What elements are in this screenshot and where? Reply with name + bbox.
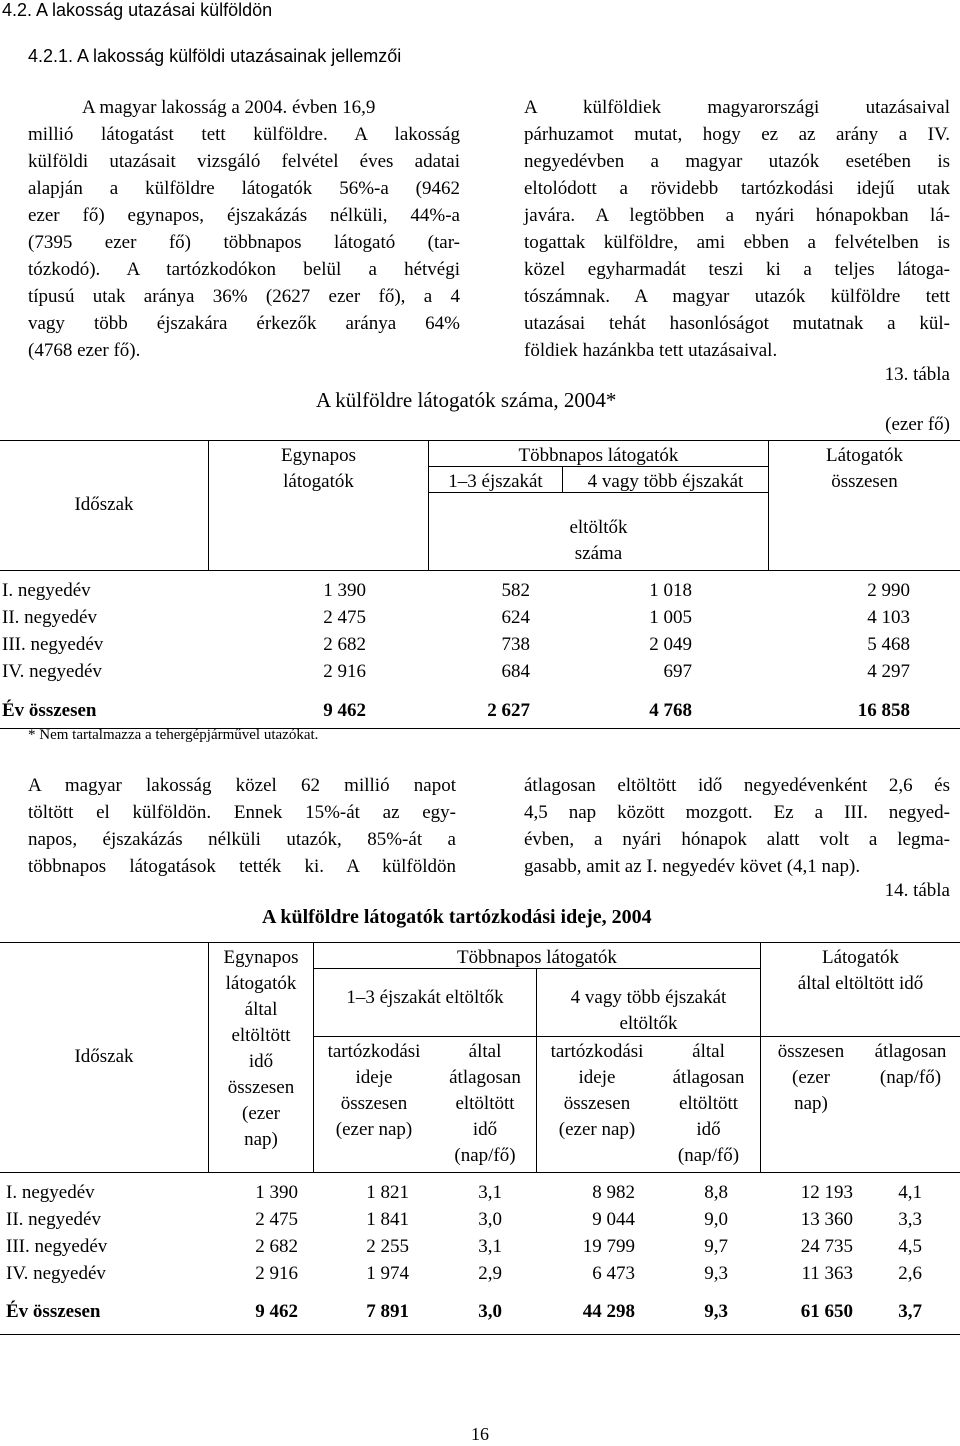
text-line: típusú utak aránya 36% (2627 ezer fő), a 4 [28, 286, 460, 307]
text-line: átlagosan eltöltött idő negyedévenként 2,6 és [524, 775, 950, 796]
cell: 582 [501, 580, 530, 601]
text-line: közel egyharmadát teszi ki a teljes látoga- [524, 259, 950, 280]
table14-top-rule [0, 942, 960, 943]
cell: 11 363 [801, 1263, 853, 1284]
table13-header-bottom-rule [0, 570, 960, 571]
cell: 2 916 [323, 661, 366, 682]
table14-header-avg-total: átlagosan (nap/fő) [874, 1041, 947, 1088]
text-line: párhuzamot mutat, hogy ez az arány a IV. [524, 124, 950, 145]
cell: 19 799 [582, 1236, 635, 1257]
cell: 61 650 [800, 1301, 853, 1322]
cell: 9,3 [704, 1263, 728, 1284]
table13-number: 13. tábla [884, 364, 950, 385]
table-row [0, 661, 960, 688]
mid-left-paragraph [28, 772, 456, 880]
cell: 8 982 [592, 1182, 635, 1203]
cell: 3,0 [478, 1301, 502, 1322]
cell: 2 682 [255, 1236, 298, 1257]
cell: 6 473 [592, 1263, 635, 1284]
table14-header-4plus-nights: 4 vagy több éjszakát eltöltők [570, 987, 727, 1034]
cell: 624 [501, 607, 530, 628]
cell: 3,3 [898, 1209, 922, 1230]
text-line: (7395 ezer fő) többnapos látogató (tar- [28, 232, 460, 253]
text-line: évben, a nyári hónapok alatt volt a legma- [524, 829, 950, 850]
table14-header-stay-total: tartózkodási ideje összesen (ezer nap) [327, 1041, 421, 1140]
table14-header-avg: által átlagosan eltöltött idő (nap/fő) [672, 1041, 745, 1166]
text-line: gasabb, amit az I. negyedév követ (4,1 nap). [524, 856, 861, 877]
cell: 2 990 [867, 580, 910, 601]
cell: 2,6 [898, 1263, 922, 1284]
text-line: eltolódott a rövidebb tartózkodási idejű utak [524, 178, 950, 199]
cell: 9,3 [704, 1301, 728, 1322]
text-line: vagy több éjszakára érkezők aránya 64% [28, 313, 460, 334]
text-line: napos, éjszakázás nélküli utazók, 85%-át a [28, 829, 456, 850]
table13-header-multiday: Többnapos látogatók [518, 445, 679, 466]
cell: 4 768 [649, 700, 692, 721]
table-row [0, 1236, 960, 1263]
table13-top-rule [0, 440, 960, 441]
table14-bottom-rule [0, 1334, 960, 1335]
intro-left-paragraph [28, 94, 460, 364]
subsection-heading: 4.2.1. A lakosság külföldi utazásainak jellemzői [28, 46, 402, 66]
cell: 3,1 [478, 1236, 502, 1257]
cell: 1 974 [366, 1263, 409, 1284]
text-line: ezer fő) egynapos, éjszakázás nélküli, 44%-a [28, 205, 460, 226]
table-row [0, 1209, 960, 1236]
table13-header-oneday: Egynapos látogatók [281, 445, 356, 492]
table-total-row [0, 700, 960, 727]
cell: 1 821 [366, 1182, 409, 1203]
text-line: negyedévben a magyar utazók esetében is [524, 151, 950, 172]
cell: 2,9 [478, 1263, 502, 1284]
cell: 9 044 [592, 1209, 635, 1230]
table13-title: A külföldre látogatók száma, 2004* [316, 388, 617, 412]
text-line: többnapos látogatások tették ki. A külföldön [28, 856, 456, 877]
cell: 4 297 [867, 661, 910, 682]
cell: 13 360 [800, 1209, 853, 1230]
table14-number: 14. tábla [884, 880, 950, 901]
text-line: 4,5 nap között mozgott. Ez a III. negyed- [524, 802, 950, 823]
cell: 738 [501, 634, 530, 655]
cell: 5 468 [867, 634, 910, 655]
cell: 7 891 [366, 1301, 409, 1322]
table14-header-sum: összesen (ezer nap) [777, 1041, 845, 1114]
text-line: alapján a külföldre látogatók 56%-a (9462 [28, 178, 460, 199]
cell: 2 916 [255, 1263, 298, 1284]
row-label: I. negyedév [6, 1182, 95, 1203]
table14-header-rule [761, 1036, 960, 1037]
cell: 684 [501, 661, 530, 682]
table-row [0, 1182, 960, 1209]
text-line: töltött el külföldön. Ennek 15%-át az egy- [28, 802, 456, 823]
cell: 16 858 [857, 700, 910, 721]
row-label: II. negyedév [6, 1209, 101, 1230]
cell: 9 462 [255, 1301, 298, 1322]
table14-header-oneday: Egynapos látogatók által eltöltött idő összesen (ezer nap) [223, 947, 299, 1150]
page-number: 16 [471, 1424, 489, 1444]
row-label: III. negyedév [6, 1236, 108, 1257]
intro-right-paragraph [524, 94, 950, 364]
table14-header-stay-total: tartózkodási ideje összesen (ezer nap) [550, 1041, 644, 1140]
table14-title: A külföldre látogatók tartózkodási ideje, 2004 [262, 906, 652, 928]
text-line: (4768 ezer fő). [28, 340, 141, 361]
cell: 1 390 [323, 580, 366, 601]
table14-header-1-3-nights: 1–3 éjszakát eltöltők [346, 987, 504, 1008]
cell: 2 475 [323, 607, 366, 628]
table14-header-avg: által átlagosan eltöltött idő (nap/fő) [449, 1041, 521, 1166]
cell: 2 255 [366, 1236, 409, 1257]
table-row [0, 1263, 960, 1290]
mid-right-paragraph [524, 772, 950, 880]
row-label: I. negyedév [2, 580, 91, 601]
row-label: Év összesen [2, 700, 97, 721]
cell: 3,0 [478, 1209, 502, 1230]
cell: 24 735 [800, 1236, 853, 1257]
table13-header-4plus-nights: 4 vagy több éjszakát [587, 471, 744, 492]
cell: 3,7 [898, 1301, 922, 1322]
text-line: utazásai tehát hasonlóságot mutatnak a kül- [524, 313, 950, 334]
table14-header-multiday: Többnapos látogatók [457, 947, 617, 968]
cell: 8,8 [704, 1182, 728, 1203]
text-line: külföldi utazásait vizsgáló felvétel éves adatai [28, 151, 460, 172]
table-row [0, 634, 960, 661]
table13-header-period: Időszak [74, 494, 134, 515]
cell: 4,1 [898, 1182, 922, 1203]
table13-footnote: * Nem tartalmazza a tehergépjárművel utazókat. [28, 727, 319, 743]
row-label: Év összesen [6, 1301, 101, 1322]
table14-header-period: Időszak [74, 1046, 134, 1067]
table13-header-spent-count: eltöltők száma [569, 517, 628, 564]
row-label: IV. negyedév [6, 1263, 106, 1284]
table14-body [0, 1182, 960, 1328]
cell: 4 103 [867, 607, 910, 628]
cell: 9,7 [704, 1236, 728, 1257]
text-line: javára. A legtöbben a nyári hónapokban lá- [524, 205, 950, 226]
cell: 2 049 [649, 634, 692, 655]
row-label: II. negyedév [2, 607, 97, 628]
table13-body [0, 580, 960, 727]
cell: 9 462 [323, 700, 366, 721]
table13-header-total: Látogatók összesen [825, 445, 904, 492]
text-line: A magyar lakosság a 2004. évben 16,9 [82, 97, 376, 118]
cell: 44 298 [582, 1301, 635, 1322]
text-line: földiek hazánkba tett utazásaival. [524, 340, 778, 361]
table13-unit: (ezer fő) [885, 414, 950, 435]
text-line: A külföldiek magyarországi utazásaival [524, 97, 950, 118]
cell: 9,0 [704, 1209, 728, 1230]
cell: 2 627 [487, 700, 530, 721]
table14-header-total: Látogatók által eltöltött idő [797, 947, 924, 994]
section-heading: 4.2. A lakosság utazásai külföldön [2, 0, 273, 20]
text-line: millió látogatást tett külföldre. A lakosság [28, 124, 460, 145]
row-label: IV. negyedév [2, 661, 102, 682]
cell: 697 [663, 661, 692, 682]
cell: 3,1 [478, 1182, 502, 1203]
cell: 1 005 [649, 607, 692, 628]
text-line: togattak külföldre, ami ebben a felvételben is [524, 232, 950, 253]
text-line: tószámnak. A magyar utazók külföldre tett [524, 286, 950, 307]
table-row [0, 580, 960, 607]
text-line: A magyar lakosság közel 62 millió napot [28, 775, 456, 796]
cell: 1 018 [649, 580, 692, 601]
table14-header-bottom-rule [0, 1172, 960, 1173]
table-row [0, 607, 960, 634]
row-label: III. negyedév [2, 634, 104, 655]
table-total-row [0, 1301, 960, 1328]
cell: 12 193 [800, 1182, 853, 1203]
cell: 2 475 [255, 1209, 298, 1230]
text-line: tózkodó). A tartózkodókon belül a hétvégi [28, 259, 460, 280]
cell: 4,5 [898, 1236, 922, 1257]
cell: 1 841 [366, 1209, 409, 1230]
cell: 2 682 [323, 634, 366, 655]
cell: 1 390 [255, 1182, 298, 1203]
table13-header-1-3-nights: 1–3 éjszakát [448, 471, 543, 492]
